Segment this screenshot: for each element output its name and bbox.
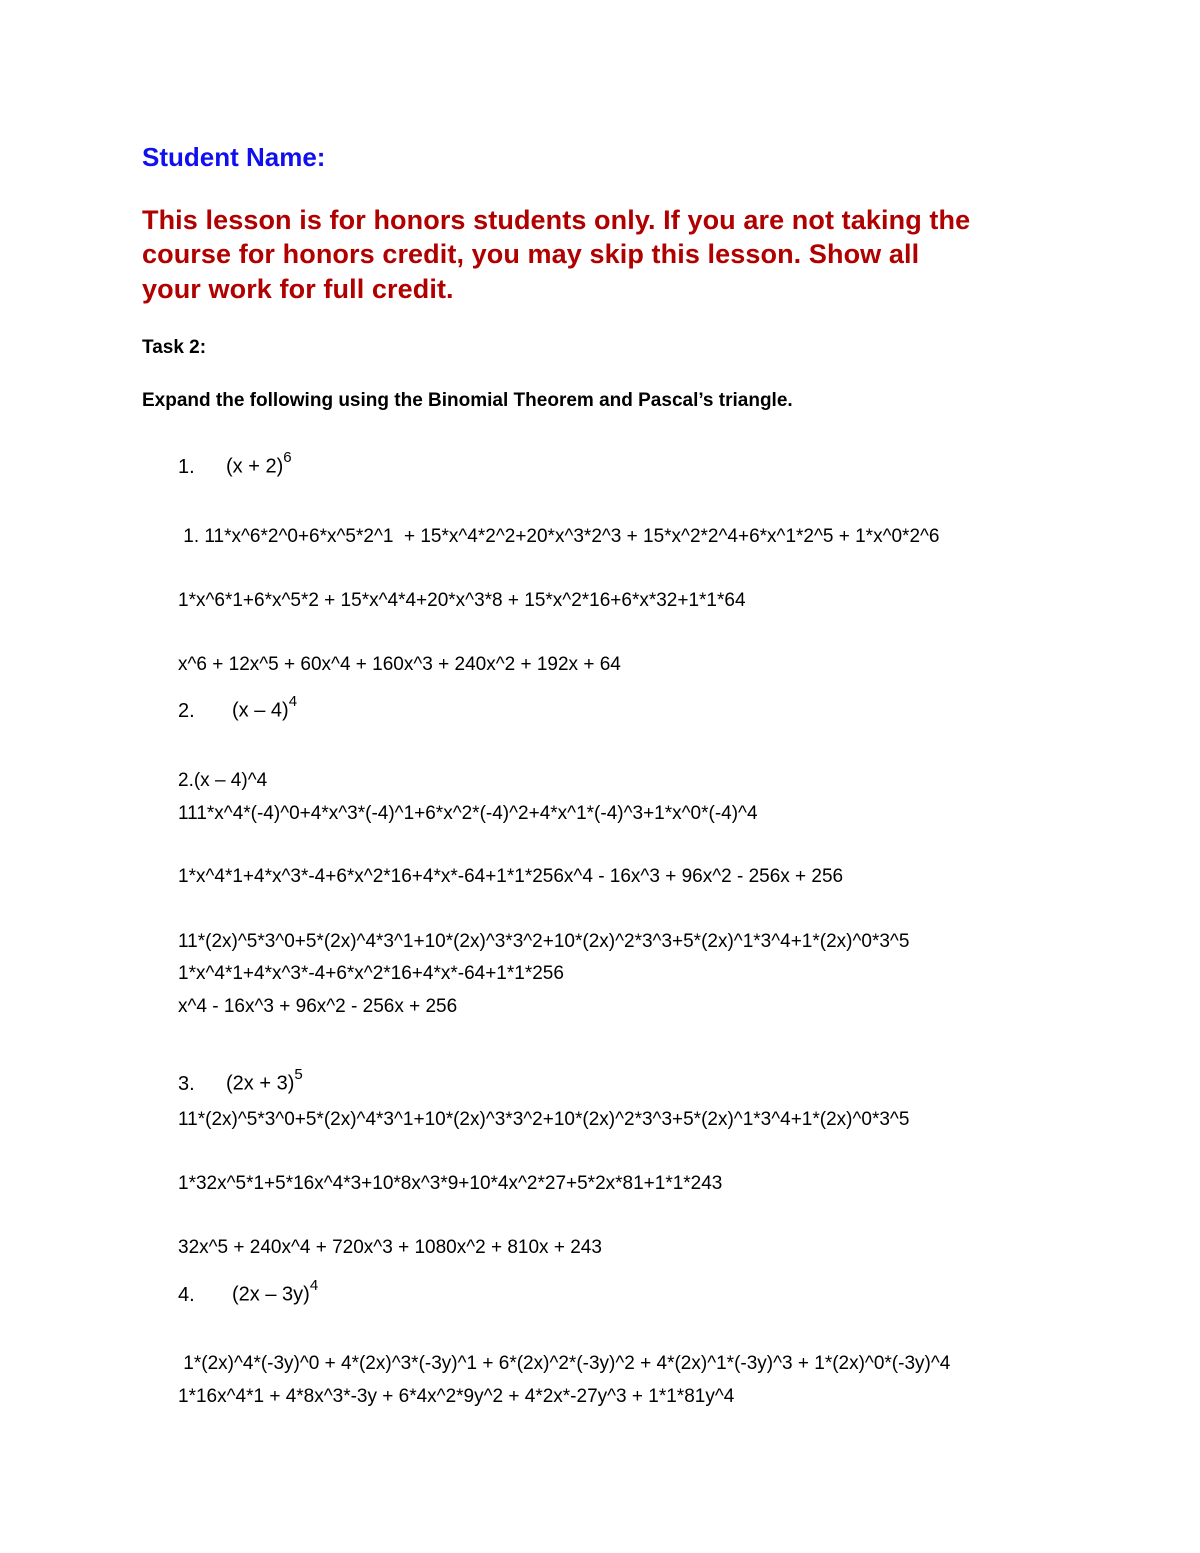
problem-expression (232, 1277, 319, 1307)
work-line: 1*x^4*1+4*x^3*-4+6*x^2*16+4*x*-64+1*1*256 (178, 963, 564, 984)
work-line: 1*32x^5*1+5*16x^4*3+10*8x^3*9+10*4x^2*27+5*2x*81+1*1*243 (178, 1173, 723, 1194)
work-line: 1*x^4*1+4*x^3*-4+6*x^2*16+4*x*-64+1*1*256x^4 - 16x^3 + 96x^2 - 256x + 256 (178, 866, 844, 887)
problem-expression (226, 449, 292, 479)
honors-notice-line-1: This lesson is for honors students only. If you are not taking the (142, 205, 971, 235)
work-line: 11*(2x)^5*3^0+5*(2x)^4*3^1+10*(2x)^3*3^2+10*(2x)^2*3^3+5*(2x)^1*3^4+1*(2x)^0*3^5 (178, 1109, 910, 1130)
problem-exponent: 5 (294, 1066, 303, 1083)
work-line: 11*(2x)^5*3^0+5*(2x)^4*3^1+10*(2x)^3*3^2+10*(2x)^2*3^3+5*(2x)^1*3^4+1*(2x)^0*3^5 (178, 931, 910, 952)
work-line: 1*x^6*1+6*x^5*2 + 15*x^4*4+20*x^3*8 + 15*x^2*16+6*x*32+1*1*64 (178, 590, 746, 611)
work-line: 1. 11*x^6*2^0+6*x^5*2^1 + 15*x^4*2^2+20*x^3*2^3 + 15*x^2*2^4+6*x^1*2^5 + 1*x^0*2^6 (178, 526, 940, 547)
work-line: x^6 + 12x^5 + 60x^4 + 160x^3 + 240x^2 + 192x + 64 (178, 654, 621, 675)
problem-3-heading (178, 1066, 303, 1096)
problem-number: 4. (178, 1283, 195, 1306)
task-label: Task 2: (142, 337, 207, 358)
problem-number: 3. (178, 1072, 195, 1095)
problem-4-heading (178, 1277, 319, 1307)
problem-exponent: 4 (309, 1277, 319, 1294)
work-line: 1*(2x)^4*(-3y)^0 + 4*(2x)^3*(-3y)^1 + 6*(2x)^2*(-3y)^2 + 4*(2x)^1*(-3y)^3 + 1*(2x)^0*(-3y)^4 (178, 1353, 951, 1374)
work-line: 111*x^4*(-4)^0+4*x^3*(-4)^1+6*x^2*(-4)^2+4*x^1*(-4)^3+1*x^0*(-4)^4 (178, 803, 758, 824)
problem-base: (x – 4) (232, 699, 289, 722)
problem-base: (x + 2) (226, 455, 284, 478)
honors-notice-line-3: your work for full credit. (142, 274, 454, 304)
task-instructions: Expand the following using the Binomial Theorem and Pascal’s triangle. (142, 390, 793, 411)
work-line: 1*16x^4*1 + 4*8x^3*-3y + 6*4x^2*9y^2 + 4*2x*-27y^3 + 1*1*81y^4 (178, 1386, 735, 1407)
work-line: 32x^5 + 240x^4 + 720x^3 + 1080x^2 + 810x + 243 (178, 1237, 602, 1258)
problem-number: 1. (178, 455, 195, 478)
problem-2-heading (178, 693, 298, 723)
work-line: 2.(x – 4)^4 (178, 770, 268, 791)
problem-base: (2x + 3) (226, 1072, 295, 1095)
problem-expression (226, 1066, 303, 1096)
honors-notice-line-2: course for honors credit, you may skip this lesson. Show all (142, 239, 920, 269)
problem-base: (2x – 3y) (232, 1283, 310, 1306)
student-name-label: Student Name: (142, 142, 326, 172)
problem-expression (232, 693, 298, 723)
problem-number: 2. (178, 699, 195, 722)
problem-exponent: 6 (283, 449, 292, 466)
problem-exponent: 4 (288, 693, 298, 710)
work-line: x^4 - 16x^3 + 96x^2 - 256x + 256 (178, 996, 458, 1017)
problem-1-heading (178, 449, 292, 479)
